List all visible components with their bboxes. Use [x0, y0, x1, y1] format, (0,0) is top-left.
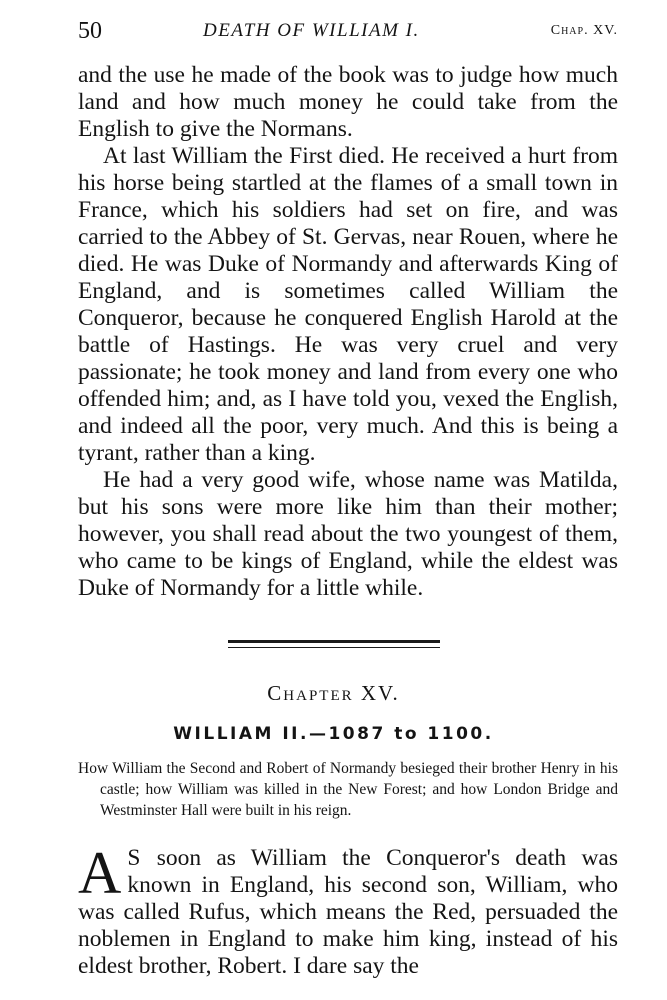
- paragraph-matilda: He had a very good wife, whose name was Matilda, but his sons were more like him than their mother; however, you shall read about the two youngest of them, who came to be kings of England, while the eldest was Duke of Normandy for a little while.: [78, 467, 618, 601]
- previous-chapter-text: [78, 62, 618, 602]
- chapter-summary-text: How William the Second and Robert of Normandy besieged their brother Henry in his castle; how William was killed in the New Forest; and how London Bridge and Westminster Hall were built in his reign.: [78, 760, 618, 819]
- chapter-title: WILLIAM II.—1087 to 1100.: [173, 724, 494, 744]
- section-divider-thin: [228, 647, 440, 648]
- chapter-reference: Chap. XV.: [550, 23, 618, 38]
- running-title: DEATH OF WILLIAM I.: [203, 20, 420, 41]
- running-head: [78, 18, 618, 48]
- opening-text: soon as William the Conqueror's death was known in England, his second son, William, who was called Rufus, which means the Red, persuaded the noblemen in England to make him king, instead of his eldest brother, Robert. I dare say the: [78, 845, 618, 979]
- opening-paragraph: [78, 840, 618, 980]
- page-number: 50: [78, 18, 102, 44]
- paragraph-death-of-william: At last William the First died. He received a hurt from his horse being startled at the flames of a small town in France, which his soldiers had set on fire, and was carried to the Abbey of St. Gervas, near Rouen, where he died. He was Duke of Normandy and afterwards King of England, and is sometimes called William the Conqueror, because he conquered English Harold at the battle of Hastings. He was very cruel and very passionate; he took money and land from every one who offended him; and, as I have told you, vexed the English, and indeed all the poor, very much. And this is being a tyrant, rather than a king.: [78, 143, 618, 466]
- chapter-heading: Chapter XV.: [267, 681, 400, 705]
- drop-cap: A: [78, 840, 122, 906]
- opening-capital: S: [127, 845, 142, 871]
- paragraph-continued: and the use he made of the book was to judge how much land and how much money he could take from the English to give the Normans.: [78, 62, 618, 142]
- chapter-opening-text: [78, 840, 618, 980]
- section-divider-thick: [228, 640, 440, 643]
- chapter-summary: [78, 758, 618, 821]
